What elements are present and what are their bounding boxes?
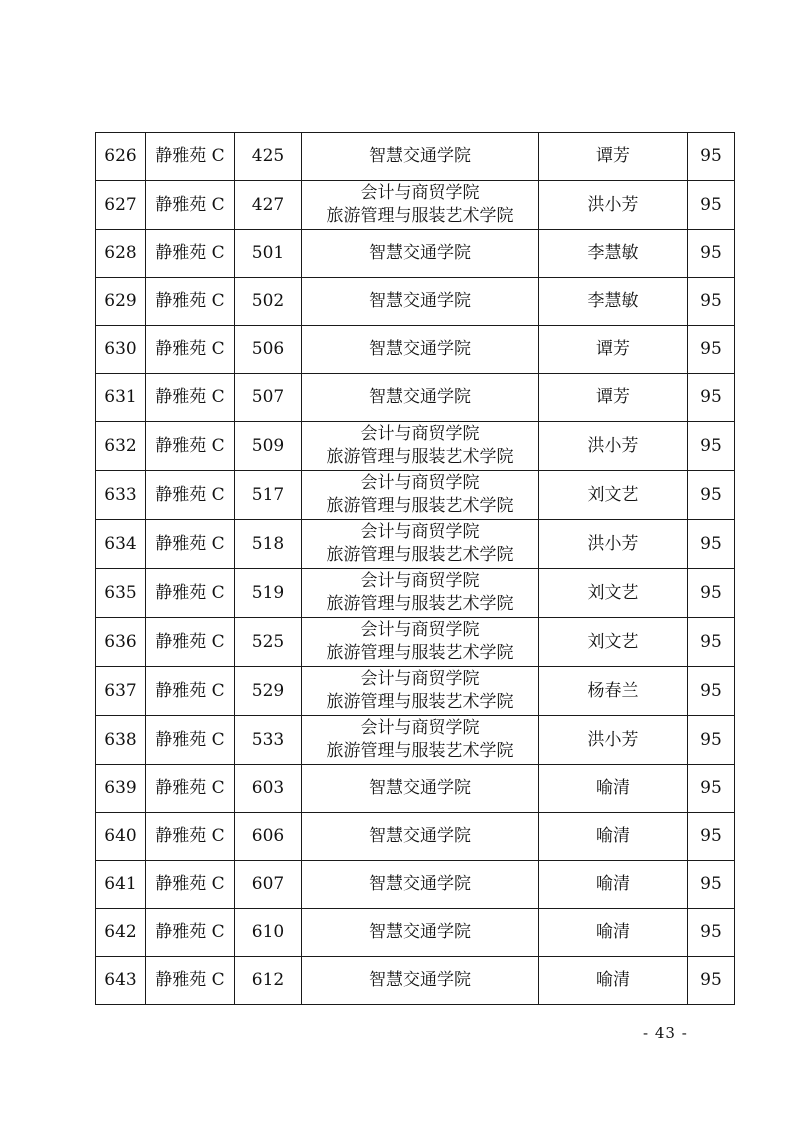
table-row (96, 181, 735, 230)
college-cell (302, 181, 539, 230)
counselor-cell: 喻清 (539, 813, 688, 861)
room-number-cell: 501 (235, 230, 302, 278)
score-cell: 95 (688, 471, 735, 520)
counselor-cell: 谭芳 (539, 326, 688, 374)
counselor-cell: 喻清 (539, 765, 688, 813)
building-cell: 静雅苑 C (146, 716, 235, 765)
building-cell: 静雅苑 C (146, 861, 235, 909)
counselor-cell: 谭芳 (539, 374, 688, 422)
score-cell: 95 (688, 909, 735, 957)
counselor-cell: 洪小芳 (539, 716, 688, 765)
college-name: 智慧交通学院 (369, 146, 471, 166)
score-cell: 95 (688, 520, 735, 569)
building-cell: 静雅苑 C (146, 667, 235, 716)
college-cell (302, 765, 539, 813)
table-row (96, 326, 735, 374)
college-cell (302, 909, 539, 957)
college-name: 会计与商贸学院 (360, 424, 480, 444)
room-number-cell: 606 (235, 813, 302, 861)
row-number-cell: 629 (96, 278, 146, 326)
counselor-cell: 李慧敏 (539, 230, 688, 278)
college-cell (302, 861, 539, 909)
page-number: - 43 - (643, 1024, 688, 1042)
room-number-cell: 502 (235, 278, 302, 326)
college-name: 旅游管理与服装艺术学院 (326, 741, 514, 761)
room-number-cell: 610 (235, 909, 302, 957)
college-cell (302, 471, 539, 520)
building-cell: 静雅苑 C (146, 326, 235, 374)
college-name: 会计与商贸学院 (360, 620, 480, 640)
score-cell: 95 (688, 374, 735, 422)
building-cell: 静雅苑 C (146, 422, 235, 471)
room-number-cell: 529 (235, 667, 302, 716)
row-number-cell: 643 (96, 957, 146, 1005)
score-cell: 95 (688, 861, 735, 909)
room-number-cell: 427 (235, 181, 302, 230)
college-name: 智慧交通学院 (369, 339, 471, 359)
college-cell (302, 618, 539, 667)
college-name: 智慧交通学院 (369, 922, 471, 942)
college-name: 旅游管理与服装艺术学院 (326, 545, 514, 565)
row-number-cell: 628 (96, 230, 146, 278)
college-cell (302, 230, 539, 278)
score-cell: 95 (688, 618, 735, 667)
row-number-cell: 639 (96, 765, 146, 813)
college-cell (302, 520, 539, 569)
college-cell (302, 374, 539, 422)
score-cell: 95 (688, 133, 735, 181)
counselor-cell: 刘文艺 (539, 569, 688, 618)
building-cell: 静雅苑 C (146, 278, 235, 326)
college-name: 智慧交通学院 (369, 826, 471, 846)
college-cell (302, 667, 539, 716)
college-name: 旅游管理与服装艺术学院 (326, 496, 514, 516)
table-row (96, 813, 735, 861)
table-body (96, 133, 735, 1005)
college-cell (302, 716, 539, 765)
building-cell: 静雅苑 C (146, 618, 235, 667)
building-cell: 静雅苑 C (146, 471, 235, 520)
college-name: 旅游管理与服装艺术学院 (326, 692, 514, 712)
score-cell: 95 (688, 716, 735, 765)
room-number-cell: 425 (235, 133, 302, 181)
college-name: 会计与商贸学院 (360, 718, 480, 738)
score-cell: 95 (688, 957, 735, 1005)
college-name: 会计与商贸学院 (360, 183, 480, 203)
counselor-cell: 刘文艺 (539, 471, 688, 520)
college-name: 智慧交通学院 (369, 291, 471, 311)
college-name: 智慧交通学院 (369, 387, 471, 407)
score-cell: 95 (688, 813, 735, 861)
counselor-cell: 洪小芳 (539, 520, 688, 569)
college-cell (302, 133, 539, 181)
college-name: 会计与商贸学院 (360, 669, 480, 689)
building-cell: 静雅苑 C (146, 909, 235, 957)
table-row (96, 861, 735, 909)
building-cell: 静雅苑 C (146, 230, 235, 278)
college-name: 旅游管理与服装艺术学院 (326, 206, 514, 226)
room-number-cell: 517 (235, 471, 302, 520)
table-row (96, 765, 735, 813)
room-number-cell: 607 (235, 861, 302, 909)
row-number-cell: 627 (96, 181, 146, 230)
college-cell (302, 422, 539, 471)
college-cell (302, 813, 539, 861)
college-cell (302, 326, 539, 374)
room-number-cell: 507 (235, 374, 302, 422)
row-number-cell: 632 (96, 422, 146, 471)
college-name: 智慧交通学院 (369, 970, 471, 990)
row-number-cell: 634 (96, 520, 146, 569)
table-row (96, 374, 735, 422)
score-cell: 95 (688, 181, 735, 230)
room-number-cell: 533 (235, 716, 302, 765)
college-cell (302, 569, 539, 618)
table-row (96, 230, 735, 278)
counselor-cell: 喻清 (539, 861, 688, 909)
building-cell: 静雅苑 C (146, 181, 235, 230)
college-name: 旅游管理与服装艺术学院 (326, 594, 514, 614)
building-cell: 静雅苑 C (146, 813, 235, 861)
counselor-cell: 谭芳 (539, 133, 688, 181)
college-name: 会计与商贸学院 (360, 473, 480, 493)
room-number-cell: 603 (235, 765, 302, 813)
table-row (96, 716, 735, 765)
room-number-cell: 506 (235, 326, 302, 374)
score-cell: 95 (688, 765, 735, 813)
counselor-cell: 李慧敏 (539, 278, 688, 326)
table-row (96, 520, 735, 569)
building-cell: 静雅苑 C (146, 133, 235, 181)
room-number-cell: 509 (235, 422, 302, 471)
row-number-cell: 626 (96, 133, 146, 181)
row-number-cell: 630 (96, 326, 146, 374)
counselor-cell: 喻清 (539, 957, 688, 1005)
college-cell (302, 957, 539, 1005)
college-name: 会计与商贸学院 (360, 571, 480, 591)
room-number-cell: 525 (235, 618, 302, 667)
college-name: 智慧交通学院 (369, 243, 471, 263)
counselor-cell: 刘文艺 (539, 618, 688, 667)
college-name: 智慧交通学院 (369, 874, 471, 894)
row-number-cell: 631 (96, 374, 146, 422)
row-number-cell: 637 (96, 667, 146, 716)
row-number-cell: 638 (96, 716, 146, 765)
table-row (96, 569, 735, 618)
college-name: 智慧交通学院 (369, 778, 471, 798)
table-row (96, 471, 735, 520)
room-number-cell: 519 (235, 569, 302, 618)
counselor-cell: 喻清 (539, 909, 688, 957)
score-cell: 95 (688, 667, 735, 716)
college-name: 会计与商贸学院 (360, 522, 480, 542)
score-cell: 95 (688, 326, 735, 374)
college-cell (302, 278, 539, 326)
score-cell: 95 (688, 278, 735, 326)
score-cell: 95 (688, 422, 735, 471)
row-number-cell: 641 (96, 861, 146, 909)
building-cell: 静雅苑 C (146, 374, 235, 422)
counselor-cell: 洪小芳 (539, 422, 688, 471)
building-cell: 静雅苑 C (146, 957, 235, 1005)
dormitory-score-table (95, 132, 735, 1005)
score-cell: 95 (688, 230, 735, 278)
table-row (96, 957, 735, 1005)
counselor-cell: 杨春兰 (539, 667, 688, 716)
college-name: 旅游管理与服装艺术学院 (326, 643, 514, 663)
table-row (96, 133, 735, 181)
row-number-cell: 635 (96, 569, 146, 618)
table-row (96, 667, 735, 716)
counselor-cell: 洪小芳 (539, 181, 688, 230)
table-row (96, 278, 735, 326)
building-cell: 静雅苑 C (146, 765, 235, 813)
score-cell: 95 (688, 569, 735, 618)
college-name: 旅游管理与服装艺术学院 (326, 447, 514, 467)
table-row (96, 422, 735, 471)
dormitory-score-table-container (95, 132, 734, 1005)
building-cell: 静雅苑 C (146, 569, 235, 618)
table-row (96, 618, 735, 667)
row-number-cell: 633 (96, 471, 146, 520)
table-row (96, 909, 735, 957)
row-number-cell: 636 (96, 618, 146, 667)
room-number-cell: 612 (235, 957, 302, 1005)
row-number-cell: 642 (96, 909, 146, 957)
room-number-cell: 518 (235, 520, 302, 569)
row-number-cell: 640 (96, 813, 146, 861)
building-cell: 静雅苑 C (146, 520, 235, 569)
